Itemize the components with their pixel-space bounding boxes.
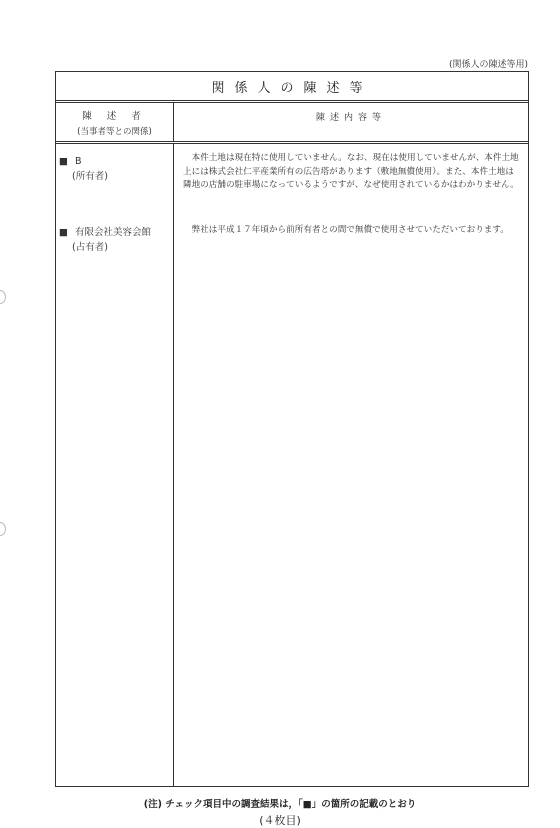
check-mark-icon: ■ — [59, 227, 68, 238]
statement-column — [174, 144, 528, 786]
statement-text-1: 本件土地は現在特に使用していません。なお、現在は使用していませんが、本件土地上には株式会社仁平産業所有の広告塔があります（敷地無償使用）。また、本件土地は隣地の店舗の駐車場になっているようですが、なぜ使用されているかはわかりません。 — [183, 153, 519, 190]
check-mark-icon: ■ — [59, 156, 68, 167]
speaker-name: B — [75, 156, 82, 167]
speaker-column — [56, 144, 174, 786]
form-type-note: (関係人の陳述等用) — [448, 60, 528, 70]
footer-note: (注) チェック項目中の調査結果は，「■」の箇所の記載のとおり — [143, 799, 417, 810]
form-body — [56, 144, 528, 786]
content-header-cell — [174, 103, 528, 141]
punch-hole-bottom — [0, 522, 6, 536]
page-number: (４枚目) — [259, 814, 301, 827]
speaker-header-label: 陳 述 者 — [82, 110, 147, 122]
statement-text-2: 弊社は平成１７年頃から前所有者との間で無償で使用させていただいております。 — [191, 225, 509, 235]
speaker-relation: (占有者) — [72, 242, 108, 253]
speaker-name: 有限会社美容会館 — [75, 227, 152, 238]
speaker-header-sub: (当事者等との関係) — [77, 126, 152, 137]
content-header-label: 陳述内容等 — [315, 113, 386, 123]
punch-hole-top — [0, 290, 6, 304]
form-title: 関係人の陳述等 — [211, 80, 373, 96]
statement-form — [55, 71, 529, 787]
speaker-entry-1 — [59, 154, 108, 184]
form-title-row — [56, 72, 528, 103]
speaker-entry-2 — [59, 225, 151, 255]
speaker-relation: (所有者) — [72, 171, 108, 182]
speaker-header-cell — [56, 103, 174, 141]
form-header-row — [56, 103, 528, 144]
